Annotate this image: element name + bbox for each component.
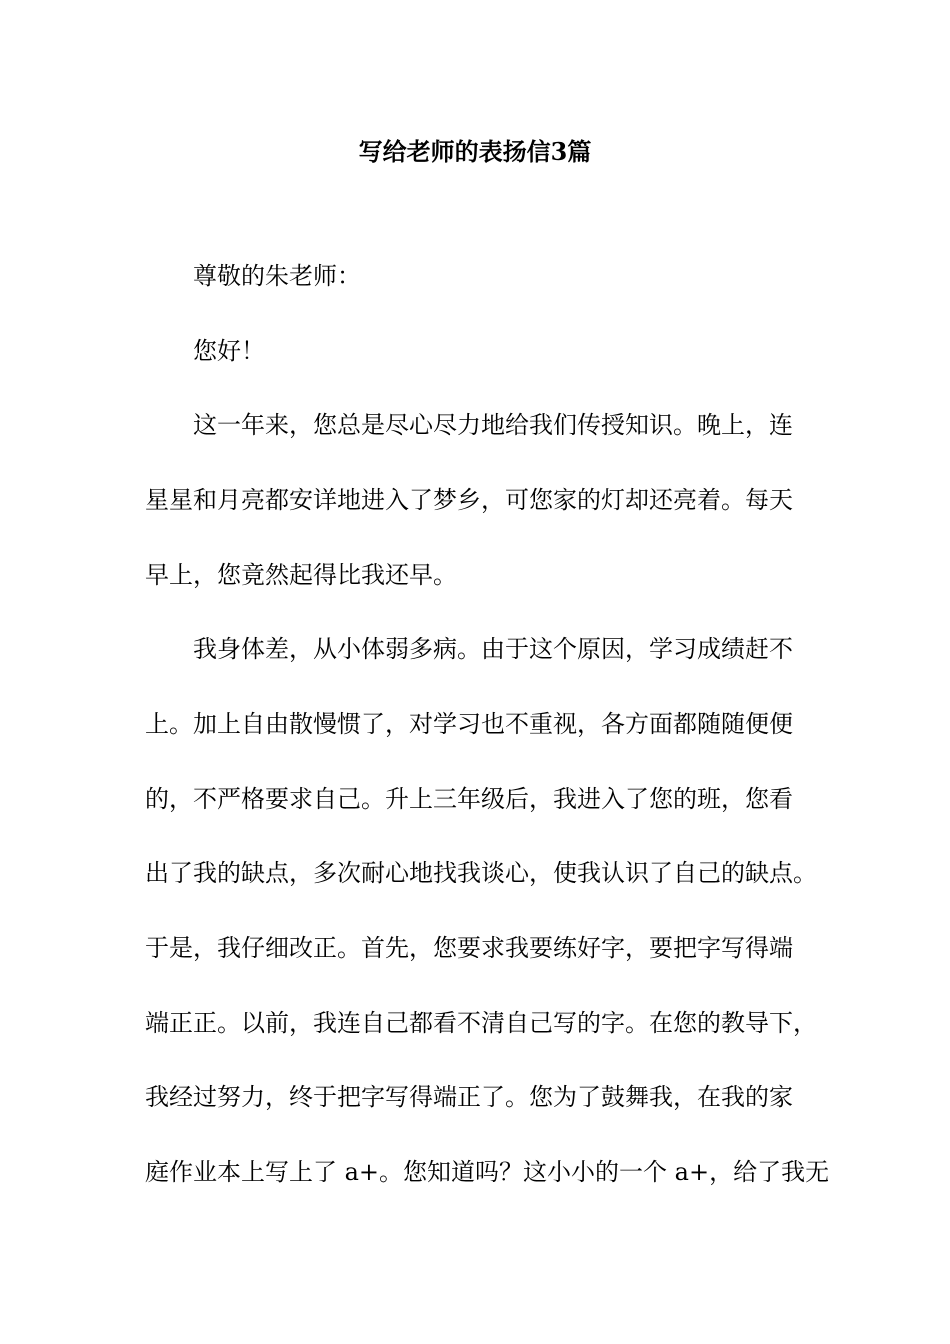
body-line: 星星和月亮都安详地进入了梦乡，可您家的灯却还亮着。每天 — [145, 486, 793, 514]
body-line: 上。加上自由散慢惯了，对学习也不重视，各方面都随随便便 — [145, 710, 793, 738]
document-title: 写给老师的表扬信3篇 — [358, 137, 592, 166]
salutation: 尊敬的朱老师： — [193, 262, 361, 290]
body-line: 端正正。以前，我连自己都看不清自己写的字。在您的教导下， — [145, 1009, 817, 1037]
body-line: 于是，我仔细改正。首先，您要求我要练好字，要把字写得端 — [145, 934, 793, 962]
body-line: 我身体差，从小体弱多病。由于这个原因，学习成绩赶不 — [193, 635, 793, 663]
body-line: 早上，您竟然起得比我还早。 — [145, 561, 457, 589]
body-line: 的，不严格要求自己。升上三年级后，我进入了您的班，您看 — [145, 785, 793, 813]
body-line: 我经过努力，终于把字写得端正了。您为了鼓舞我，在我的家 — [145, 1083, 793, 1111]
body-line: 庭作业本上写上了 a+。您知道吗？这小小的一个 a+，给了我无 — [145, 1158, 830, 1186]
body-line: 出了我的缺点，多次耐心地找我谈心，使我认识了自己的缺点。 — [145, 859, 817, 887]
body-line: 这一年来，您总是尽心尽力地给我们传授知识。晚上，连 — [193, 411, 793, 439]
greeting: 您好！ — [193, 337, 265, 365]
